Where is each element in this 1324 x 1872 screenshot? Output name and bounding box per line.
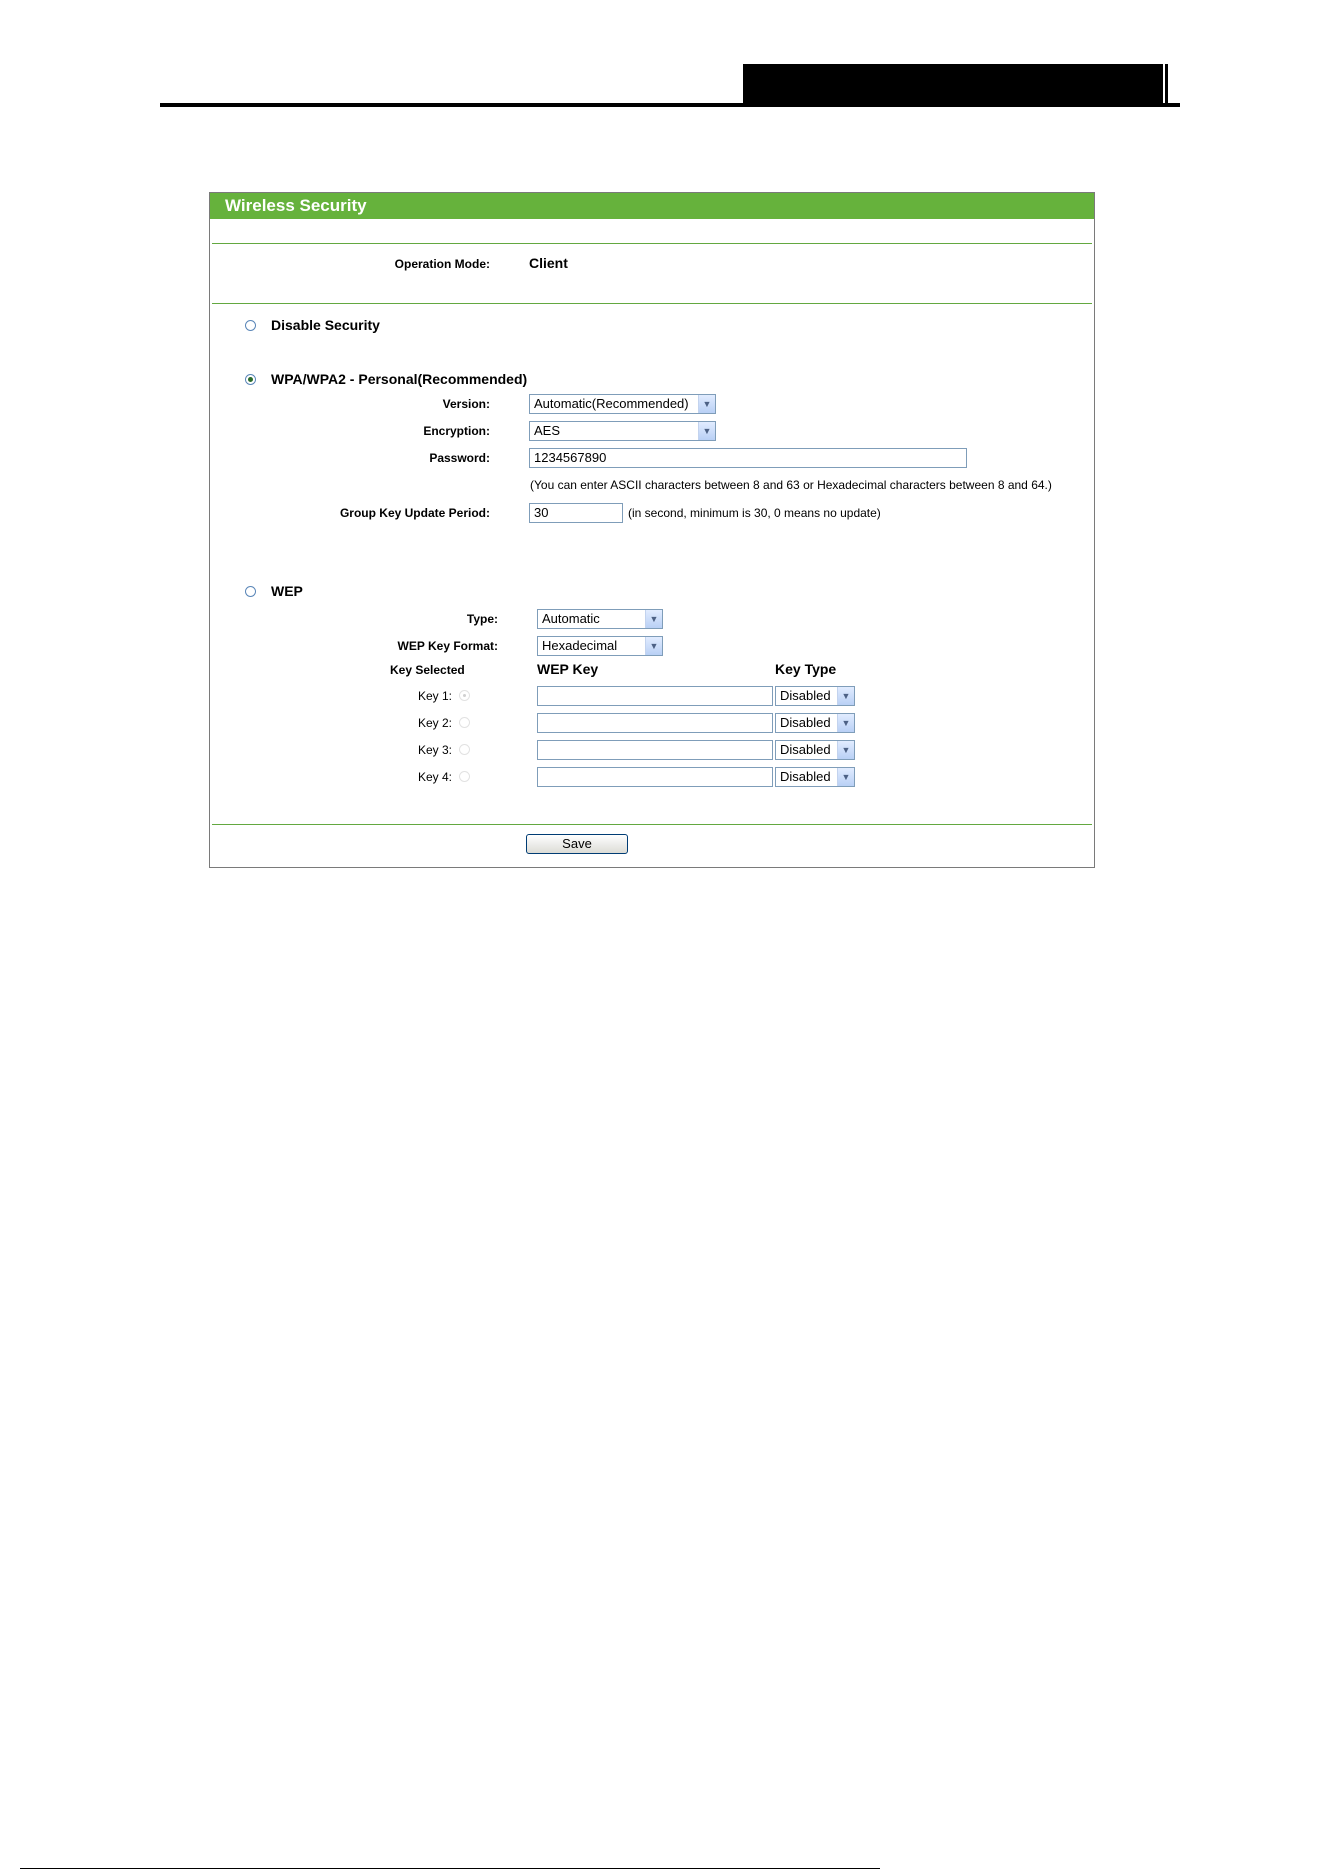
key-4-type-select[interactable]: [775, 767, 855, 787]
wep-radio[interactable]: [245, 586, 256, 597]
header-black-block: [743, 64, 1163, 107]
disable-security-label: Disable Security: [271, 317, 380, 333]
wep-type-value: Automatic: [542, 611, 600, 626]
key-4-input[interactable]: [537, 767, 773, 787]
radio-selected-dot: [248, 377, 253, 382]
key-1-radio[interactable]: [459, 690, 470, 701]
key-1-input[interactable]: [537, 686, 773, 706]
chevron-down-icon: ▼: [645, 610, 662, 628]
save-button[interactable]: Save: [526, 834, 628, 854]
separator: [212, 303, 1092, 304]
key-2-type-select[interactable]: [775, 713, 855, 733]
wep-type-label: Type:: [466, 612, 498, 626]
group-key-hint: (in second, minimum is 30, 0 means no update): [628, 506, 881, 520]
key-2-type-value: Disabled: [780, 715, 831, 730]
chevron-down-icon: ▼: [837, 687, 854, 705]
footer-rule: [20, 1868, 880, 1869]
key-4-label: Key 4:: [417, 770, 452, 784]
key-3-radio[interactable]: [459, 744, 470, 755]
disable-security-radio[interactable]: [245, 320, 256, 331]
key-3-type-value: Disabled: [780, 742, 831, 757]
wep-format-value: Hexadecimal: [542, 638, 618, 653]
chevron-down-icon: ▼: [698, 422, 715, 440]
key-4-type-value: Disabled: [780, 769, 831, 784]
key-1-label: Key 1:: [417, 689, 452, 703]
wpa-label: WPA/WPA2 - Personal(Recommended): [271, 371, 528, 387]
wpa-radio[interactable]: [245, 374, 256, 385]
group-key-label: Group Key Update Period:: [339, 506, 490, 520]
col-wep-key: WEP Key: [537, 661, 599, 677]
wep-format-select[interactable]: [537, 636, 663, 656]
chevron-down-icon: ▼: [698, 395, 715, 413]
key-2-label: Key 2:: [417, 716, 452, 730]
chevron-down-icon: ▼: [837, 714, 854, 732]
key-1-type-value: Disabled: [780, 688, 831, 703]
password-hint: (You can enter ASCII characters between 8 and 63 or Hexadecimal characters between 8 and 64.): [530, 478, 1052, 492]
chevron-down-icon: ▼: [837, 768, 854, 786]
operation-mode-label: Operation Mode:: [394, 257, 490, 271]
col-key-type: Key Type: [775, 661, 837, 677]
separator: [212, 243, 1092, 244]
separator: [212, 824, 1092, 825]
key-3-type-select[interactable]: [775, 740, 855, 760]
encryption-label: Encryption:: [423, 424, 490, 438]
wireless-security-panel: [209, 192, 1095, 868]
header-rule: [160, 103, 1180, 107]
version-select[interactable]: [529, 394, 716, 414]
group-key-input[interactable]: 30: [529, 503, 623, 523]
panel-title: Wireless Security: [210, 193, 1094, 219]
password-input[interactable]: 1234567890: [529, 448, 967, 468]
key-2-radio[interactable]: [459, 717, 470, 728]
header-tick: [1165, 64, 1168, 107]
password-label: Password:: [429, 451, 490, 465]
key-3-label: Key 3:: [417, 743, 452, 757]
key-2-input[interactable]: [537, 713, 773, 733]
encryption-select[interactable]: [529, 421, 716, 441]
key-1-type-select[interactable]: [775, 686, 855, 706]
key-3-input[interactable]: [537, 740, 773, 760]
operation-mode-value: Client: [529, 255, 568, 271]
key-4-radio[interactable]: [459, 771, 470, 782]
chevron-down-icon: ▼: [837, 741, 854, 759]
wep-type-select[interactable]: [537, 609, 663, 629]
encryption-value: AES: [534, 423, 561, 438]
col-key-selected: Key Selected: [390, 663, 465, 677]
wep-format-label: WEP Key Format:: [397, 639, 498, 653]
wep-label: WEP: [271, 583, 303, 599]
version-value: Automatic(Recommended): [534, 396, 689, 411]
radio-selected-dot: [463, 694, 466, 697]
version-label: Version:: [442, 397, 490, 411]
chevron-down-icon: ▼: [645, 637, 662, 655]
